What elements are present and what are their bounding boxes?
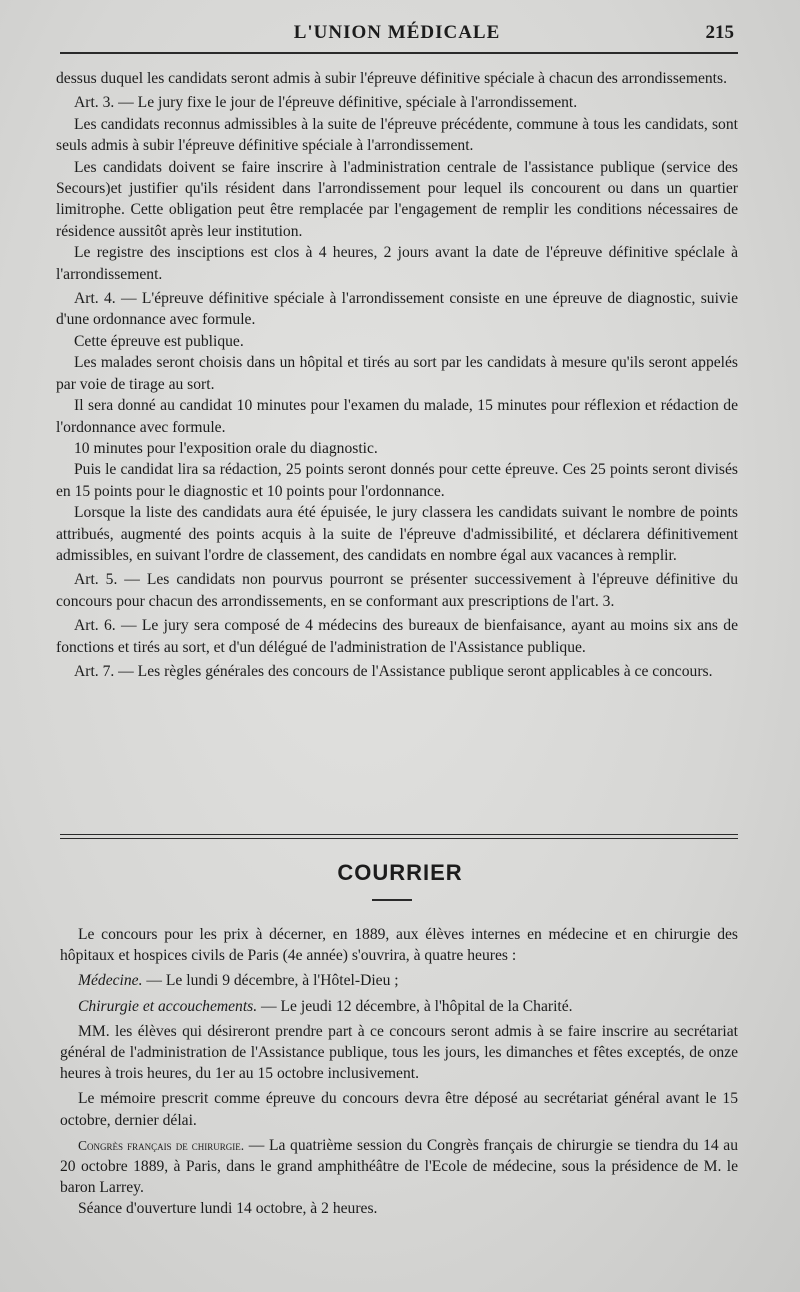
header-rule	[60, 52, 738, 54]
paragraph: Art. 4. — L'épreuve définitive spéciale à l'arrondissement consiste en une épreuve de diagnostic, suivie d'une ordonnance avec formule.	[56, 290, 738, 329]
paragraph: dessus duquel les candidats seront admis à subir l'épreuve définitive spéciale à chacun des arrondissements.	[56, 70, 727, 87]
paragraph: Le mémoire prescrit comme épreuve du concours devra être déposé au secrétariat général avant le 15 octobre, dernier délai.	[60, 1090, 738, 1129]
paragraph: Les candidats doivent se faire inscrire à l'administration centrale de l'assistance publique (service des Secours)et justifier qu'ils résident dans l'arrondissement pour lequel ils concourent ou dans un quartier limitrophe. Cette obligation peut être remplacée par l'engagement de remplir les conditions nécessaires de résidence aussitôt après leur institution.	[56, 158, 738, 240]
paragraph: Lorsque la liste des candidats aura été épuisée, le jury classera les candidats suivant le nombre de points attribués, augmenté des points acquis à la suite de l'épreuve d'admissibilité, et déclarera définitivement admissibles, en suivant l'ordre de classement, des candidats en nombre égal aux vacances à remplir.	[56, 504, 738, 564]
paragraph: Art. 6. — Le jury sera composé de 4 médecins des bureaux de bienfaisance, ayant au moins six ans de fonctions et tirés au sort, et d'un délégué de l'administration de l'Assistance publique.	[56, 617, 738, 656]
courrier-body	[60, 924, 738, 1220]
paragraph: Les candidats reconnus admissibles à la suite de l'épreuve précédente, commune à tous les candidats, sont seuls admis à subir l'épreuve définitive spéciale à l'arrondissement.	[56, 115, 738, 155]
paragraph: Il sera donné au candidat 10 minutes pour l'examen du malade, 15 minutes pour réflexion et rédaction de l'ordonnance avec formule.	[56, 397, 738, 436]
paragraph: MM. les élèves qui désireront prendre part à ce concours seront admis à se faire inscrire au secrétariat général de l'administration de l'Assistance publique, tous les jours, les dimanches et fêtes exceptés, de onze heures à trois heures, du 1er au 15 octobre inclusivement.	[60, 1022, 738, 1083]
title-underline	[372, 899, 412, 901]
paragraph: Le concours pour les prix à décerner, en 1889, aux élèves internes en médecine et en chirurgie des hôpitaux et hospices civils de Paris (4e année) s'ouvrira, à quatre heures :	[60, 926, 738, 965]
paragraph: Art. 5. — Les candidats non pourvus pourront se présenter successivement à l'épreuve définitive du concours pour chacun des arrondissements, en se conformant aux prescriptions de l'art. 3.	[56, 571, 738, 610]
congres-label: Congrès français de chirurgie.	[78, 1137, 245, 1153]
medecine-label: Médecine.	[78, 972, 143, 990]
congres-text: — La quatrième session du Congrès français de chirurgie se tiendra du 14 au 20 octobre 1889, à Paris, dans le grand amphithéâtre de l'Ecole de médecine, sous la présidence de M. le baron Larrey.	[60, 1136, 738, 1197]
paragraph: Les malades seront choisis dans un hôpital et tirés au sort par les candidats à mesure qu'ils seront appelés par voie de tirage au sort.	[56, 354, 738, 393]
page-header	[60, 18, 734, 48]
paragraph: 10 minutes pour l'exposition orale du diagnostic.	[74, 439, 378, 457]
chirurgie-label: Chirurgie et accouchements.	[78, 997, 258, 1015]
paragraph	[60, 970, 738, 991]
paragraph	[60, 996, 738, 1017]
paragraph: Séance d'ouverture lundi 14 octobre, à 2 heures.	[78, 1200, 378, 1218]
paragraph: Cette épreuve est publique.	[74, 332, 244, 350]
journal-title: L'UNION MÉDICALE	[293, 22, 501, 43]
paragraph: Art. 7. — Les règles générales des concours de l'Assistance publique seront applicables à ce concours.	[74, 662, 713, 680]
medecine-text: — Le lundi 9 décembre, à l'Hôtel-Dieu ;	[142, 972, 399, 990]
page-number: 215	[705, 22, 734, 43]
paragraph: Le registre des insciptions est clos à 4 heures, 2 jours avant la date de l'épreuve définitive spéclale à l'arrondissement.	[56, 244, 738, 283]
chirurgie-text: — Le jeudi 12 décembre, à l'hôpital de la Charité.	[257, 997, 573, 1015]
section-title: COURRIER	[337, 860, 463, 885]
article-body	[56, 68, 738, 682]
paragraph	[60, 1135, 738, 1199]
paragraph: Art. 3. — Le jury fixe le jour de l'épreuve définitive, spéciale à l'arrondissement.	[74, 94, 578, 112]
paragraph: Puis le candidat lira sa rédaction, 25 points seront donnés pour cette épreuve. Ces 25 points seront divisés en 15 points pour le diagnostic et 10 points pour l'ordonnance.	[56, 461, 738, 500]
section-divider	[60, 834, 738, 842]
